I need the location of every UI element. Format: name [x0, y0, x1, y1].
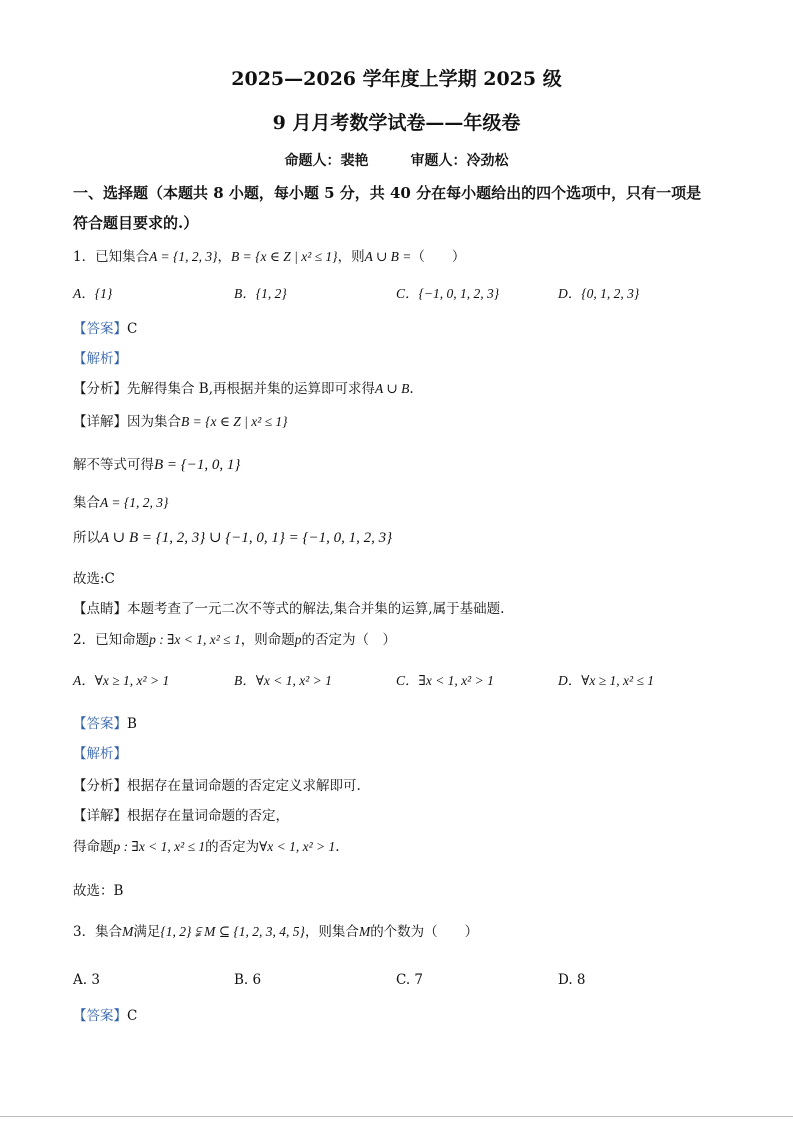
- q1-analysis-tag: 【解析】: [73, 351, 127, 367]
- q1-detail-text: 因为集合: [127, 414, 181, 430]
- q3-option-b: B. 6: [234, 972, 262, 988]
- q2-answer: [73, 712, 137, 732]
- q1-union: A ∪ B =: [364, 249, 412, 264]
- q1-comment-tag: 【点睛】: [73, 601, 127, 617]
- q1-step1-math: B = {−1, 0, 1}: [154, 457, 241, 473]
- q3-option-c: C. 7: [396, 972, 424, 988]
- q3-stem-end: 的个数为（ ）: [370, 924, 479, 940]
- q2-conclusion: 故选：B: [73, 883, 124, 899]
- q2-stem: [73, 628, 396, 648]
- q1-option-a: A．{1}: [73, 286, 113, 301]
- q1-step1: [73, 453, 240, 474]
- q3-m1: M: [122, 924, 134, 939]
- q2-step1: [73, 835, 340, 855]
- q2-step1-end: .: [335, 839, 340, 855]
- q1-detail-tag: 【详解】: [73, 414, 127, 430]
- q2-option-a: A．∀x ≥ 1, x² > 1: [73, 673, 170, 688]
- q1-answer: [73, 317, 137, 337]
- q1-step2: [73, 491, 168, 511]
- q1-step2-math: A = {1, 2, 3}: [100, 495, 169, 510]
- q3-stem-mid: 满足: [133, 924, 161, 940]
- q2-step1-math-b: ∀x < 1, x² > 1: [259, 839, 336, 854]
- q1-step1-text: 解不等式可得: [73, 457, 154, 473]
- q1-step3-text: 所以: [73, 530, 100, 546]
- q3-option-d: D. 8: [558, 972, 586, 988]
- q1-stem-text: 1．已知集合: [73, 249, 150, 265]
- q3-answer-tag: 【答案】: [73, 1008, 127, 1024]
- q2-answer-tag: 【答案】: [73, 716, 127, 732]
- q2-step1-text: 得命题: [73, 839, 114, 855]
- q2-option-c: C．∃x < 1, x² > 1: [396, 673, 494, 688]
- q1-stem: [73, 245, 465, 265]
- q3-answer: [73, 1004, 137, 1024]
- exam-title-line2: 9 月月考数学试卷——年级卷: [272, 112, 521, 134]
- q2-option-b: B．∀x < 1, x² > 1: [234, 673, 332, 688]
- q1-set-a: A = {1, 2, 3}: [149, 249, 218, 264]
- q1-answer-tag: 【答案】: [73, 321, 127, 337]
- q2-answer-value: B: [127, 716, 137, 732]
- q1-sep2: ，则: [337, 249, 365, 265]
- q2-analysis-tag: 【解析】: [73, 746, 127, 762]
- q1-fenxi-math: A ∪ B: [375, 381, 410, 396]
- q1-detail-math: B = {x ∈ Z | x² ≤ 1}: [181, 414, 288, 429]
- q1-step3: [73, 526, 392, 547]
- q2-step1-mid: 的否定为: [205, 839, 260, 855]
- q2-p: p: [294, 632, 302, 647]
- q1-comment: [73, 597, 504, 617]
- q2-fenxi-tag: 【分析】: [73, 778, 127, 794]
- section-heading-line1: 一、选择题（本题共 8 小题，每小题 5 分，共 40 分在每小题给出的四个选项中，只有一项是: [73, 184, 702, 202]
- q1-fenxi: [73, 377, 414, 397]
- q2-fenxi-text: 根据存在量词命题的否定定义求解即可.: [127, 778, 361, 794]
- page-bottom-divider: [0, 1116, 793, 1117]
- q1-option-b: B．{1, 2}: [234, 286, 287, 301]
- q1-option-c: C．{−1, 0, 1, 2, 3}: [396, 286, 500, 301]
- q1-set-b: B = {x ∈ Z | x² ≤ 1}: [231, 249, 338, 264]
- q3-m2: M: [358, 924, 371, 939]
- q3-stem-mid2: ，则集合: [304, 924, 359, 940]
- q1-fenxi-tag: 【分析】: [73, 381, 127, 397]
- q3-condition: {1, 2} ⫋ M ⊆ {1, 2, 3, 4, 5}: [160, 924, 305, 939]
- q1-paren: （ ）: [411, 249, 466, 265]
- q2-stem-mid: ，则命题: [240, 632, 295, 648]
- section-heading-line2: 符合题目要求的.）: [73, 214, 199, 232]
- q2-proposition: p : ∃x < 1, x² ≤ 1: [149, 632, 241, 647]
- q1-comment-text: 本题考查了一元二次不等式的解法,集合并集的运算,属于基础题.: [127, 601, 505, 617]
- q2-step1-math-a: p : ∃x < 1, x² ≤ 1: [113, 839, 206, 854]
- q3-stem: [73, 920, 478, 940]
- q1-fenxi-end: .: [409, 381, 414, 397]
- q2-stem-text: 2．已知命题: [73, 632, 150, 648]
- q2-option-d: D．∀x ≥ 1, x² ≤ 1: [558, 673, 654, 688]
- q3-stem-text: 3．集合: [73, 924, 123, 940]
- q1-conclusion: 故选:C: [73, 571, 115, 587]
- q1-step3-math: A ∪ B = {1, 2, 3} ∪ {−1, 0, 1} = {−1, 0, 1, 2, 3}: [100, 530, 393, 546]
- q2-detail: [73, 804, 289, 824]
- q1-answer-value: C: [127, 321, 138, 337]
- q3-answer-value: C: [127, 1008, 138, 1024]
- q2-stem-end: 的否定为（ ）: [301, 632, 396, 648]
- q3-option-a: A. 3: [73, 972, 100, 988]
- q1-fenxi-text: 先解得集合 B,再根据并集的运算即可求得: [127, 381, 376, 397]
- q2-fenxi: [73, 774, 361, 794]
- exam-authors: 命题人：裴艳 审题人：冷劲松: [284, 153, 509, 169]
- exam-title-line1: 2025—2026 学年度上学期 2025 级: [231, 68, 562, 90]
- q1-step2-text: 集合: [73, 495, 100, 511]
- q1-detail: [73, 410, 288, 430]
- q2-detail-text: 根据存在量词命题的否定，: [127, 808, 289, 824]
- q1-sep1: ，: [217, 249, 232, 265]
- q1-option-d: D．{0, 1, 2, 3}: [558, 286, 640, 301]
- q2-detail-tag: 【详解】: [73, 808, 127, 824]
